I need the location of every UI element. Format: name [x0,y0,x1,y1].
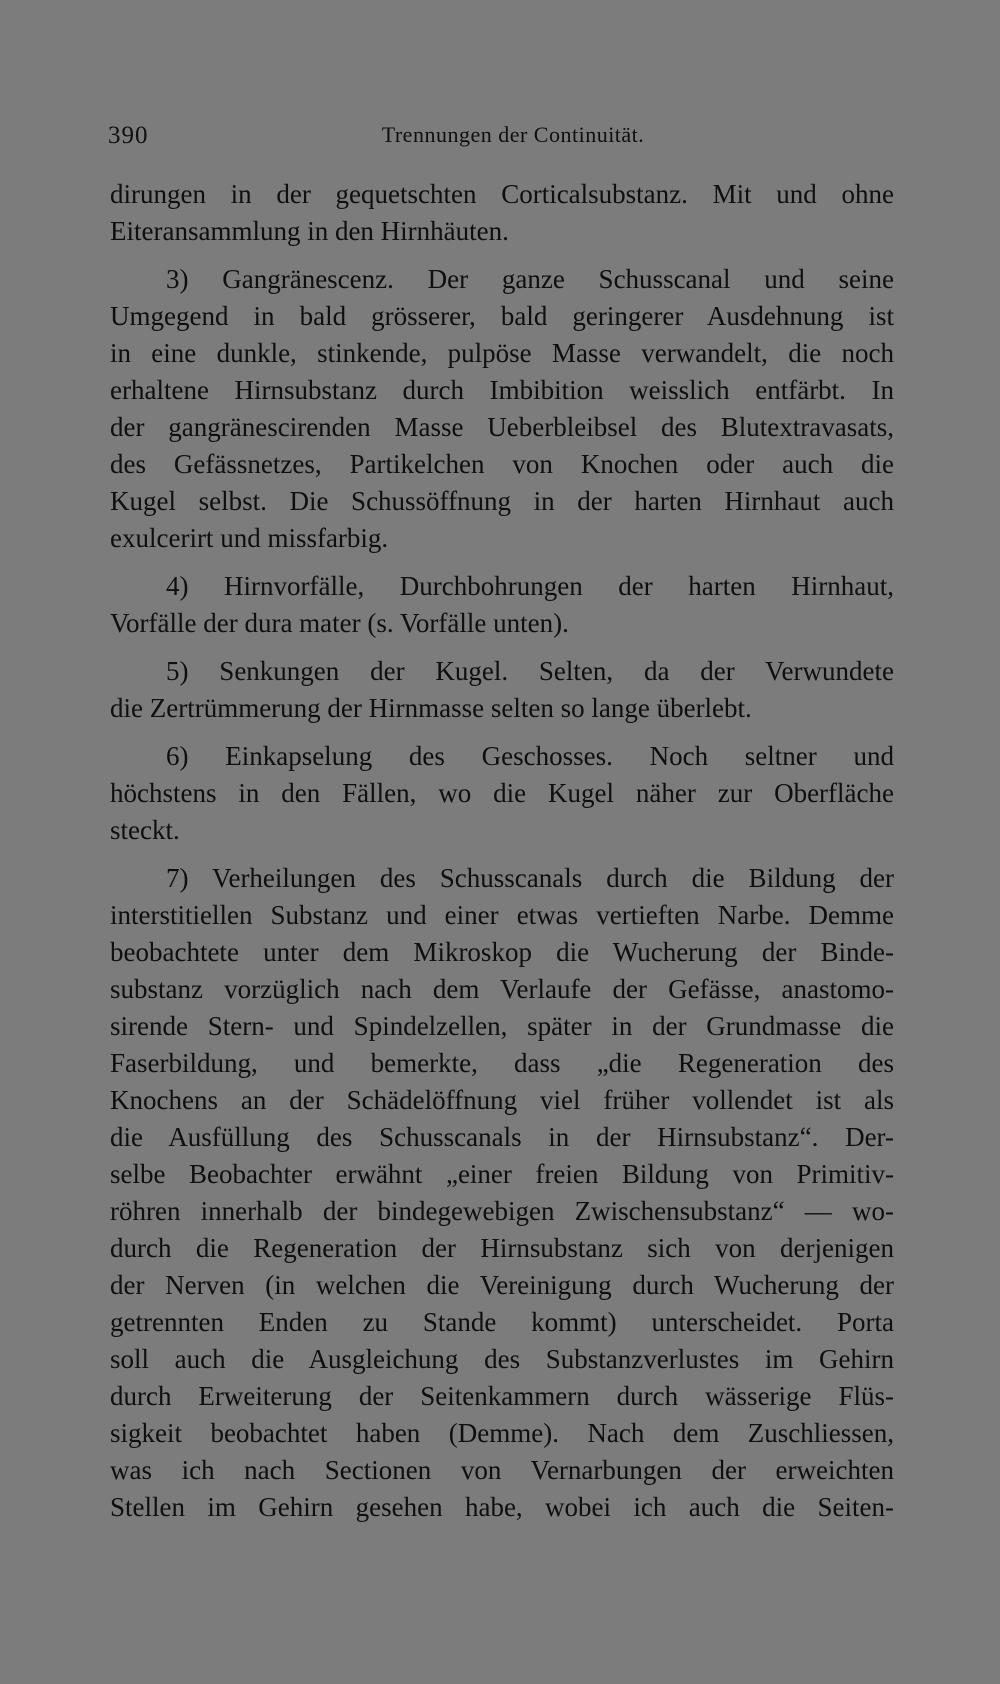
text-line: 7) Verheilungen des Schusscanals durch die Bildung der [166,863,894,893]
text-line: Knochens an der Schädelöffnung viel früher vollendet ist als [110,1085,894,1115]
text-line: exulcerirt und missfarbig. [110,523,389,553]
text-line: Kugel selbst. Die Schussöffnung in der harten Hirnhaut auch [110,486,894,516]
paragraph [110,860,894,1526]
text-line: 4) Hirnvorfälle, Durchbohrungen der harten Hirnhaut, [166,571,894,601]
text-line: der gangränescirenden Masse Ueberbleibsel des Blutextravasats, [110,412,894,442]
text-line: steckt. [110,815,180,845]
text-line: 3) Gangränescenz. Der ganze Schusscanal und seine [166,264,894,294]
text-line: was ich nach Sectionen von Vernarbungen der erweichten [110,1455,894,1485]
text-line: dirungen in der gequetschten Corticalsubstanz. Mit und ohne [110,179,894,209]
page-header [108,122,894,158]
text-line: Vorfälle der dura mater (s. Vorfälle unten). [110,608,569,638]
paragraph [110,176,894,250]
text-line: sigkeit beobachtet haben (Demme). Nach dem Zuschliessen, [110,1418,894,1448]
text-line: durch die Regeneration der Hirnsubstanz sich von derjenigen [110,1233,894,1263]
paragraph [110,653,894,727]
text-line: in eine dunkle, stinkende, pulpöse Masse verwandelt, die noch [110,338,894,368]
text-line: Eiteransammlung in den Hirnhäuten. [110,216,509,246]
text-line: Umgegend in bald grösserer, bald geringerer Ausdehnung ist [110,301,894,331]
body-text [110,176,894,1537]
text-line: röhren innerhalb der bindegewebigen Zwischensubstanz“ — wo- [110,1196,894,1226]
text-line: beobachtete unter dem Mikroskop die Wucherung der Binde- [110,937,894,967]
text-line: höchstens in den Fällen, wo die Kugel näher zur Oberfläche [110,778,894,808]
text-line: die Zertrümmerung der Hirnmasse selten so lange überlebt. [110,693,752,723]
text-line: substanz vorzüglich nach dem Verlaufe der Gefässe, anastomo- [110,974,894,1004]
paragraph [110,261,894,557]
text-line: soll auch die Ausgleichung des Substanzverlustes im Gehirn [110,1344,894,1374]
text-line: die Ausfüllung des Schusscanals in der Hirnsubstanz“. Der- [110,1122,894,1152]
text-line: des Gefässnetzes, Partikelchen von Knochen oder auch die [110,449,894,479]
text-line: Faserbildung, und bemerkte, dass „die Regeneration des [110,1048,894,1078]
text-line: 6) Einkapselung des Geschosses. Noch seltner und [166,741,894,771]
running-title: Trennungen der Continuität. [381,122,645,147]
text-line: durch Erweiterung der Seitenkammern durch wässerige Flüs- [110,1381,894,1411]
text-line: selbe Beobachter erwähnt „einer freien Bildung von Primitiv- [110,1159,894,1189]
text-line: 5) Senkungen der Kugel. Selten, da der Verwundete [166,656,894,686]
text-line: getrennten Enden zu Stande kommt) unterscheidet. Porta [110,1307,894,1337]
text-line: erhaltene Hirnsubstanz durch Imbibition weisslich entfärbt. In [110,375,894,405]
text-line: sirende Stern- und Spindelzellen, später in der Grundmasse die [110,1011,894,1041]
paragraph [110,568,894,642]
text-line: Stellen im Gehirn gesehen habe, wobei ich auch die Seiten- [110,1492,894,1522]
page-number: 390 [108,122,149,149]
text-line: der Nerven (in welchen die Vereinigung durch Wucherung der [110,1270,894,1300]
text-line: interstitiellen Substanz und einer etwas vertieften Narbe. Demme [110,900,894,930]
paragraph [110,738,894,849]
